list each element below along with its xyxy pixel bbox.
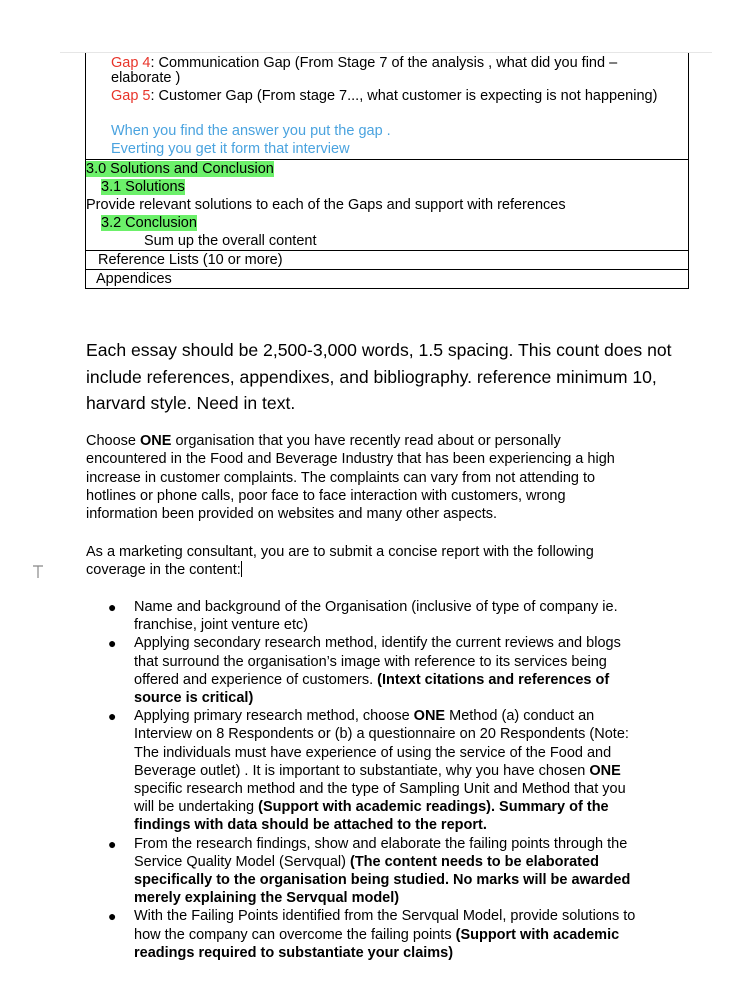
- coverage-bullet-list: [86, 598, 696, 962]
- task-line-5[interactable]: information been provided on websites and many other aspects.: [86, 506, 498, 523]
- gap5-label: Gap 5: [111, 88, 151, 104]
- task-paragraph: [86, 432, 696, 523]
- conclusion-description[interactable]: Sum up the overall content: [144, 233, 317, 249]
- gap4-line[interactable]: [111, 56, 688, 71]
- essay-requirements: [86, 337, 696, 417]
- reference-list-label[interactable]: Reference Lists (10 or more): [98, 252, 283, 268]
- bullet-dot-icon: ●: [108, 908, 117, 925]
- note-line-1[interactable]: When you find the answer you put the gap .: [111, 123, 391, 139]
- appendices-label[interactable]: Appendices: [96, 271, 172, 287]
- task-line-1[interactable]: Choose ONE organisation that you have recently read about or personally: [86, 433, 561, 449]
- task-line-4[interactable]: hotlines or phone calls, poor face to face interaction with customers, wrong: [86, 487, 566, 504]
- bullet-dot-icon: ●: [108, 635, 117, 652]
- bullet-item-4[interactable]: ● From the research findings, show and elaborate the failing points through the Service Quality Model (Servqual) (The content needs to be elaborated specifically to the organisation being studied. No marks will be awarded merely explaining the Servqual model): [108, 835, 631, 907]
- requirements-line-1[interactable]: Each essay should be 2,500-3,000 words, 1.5 spacing. This count does not: [86, 340, 672, 360]
- bullet-item-1[interactable]: ● Name and background of the Organisation (inclusive of type of company ie. franchise, joint venture etc): [108, 599, 618, 634]
- bullet-dot-icon: ●: [108, 835, 117, 852]
- text-caret: [241, 561, 242, 577]
- consultant-paragraph: [86, 543, 696, 580]
- gap4-text: : Communication Gap (From Stage 7 of the analysis , what did you find –: [150, 55, 618, 71]
- table-row-appendices: [86, 269, 688, 288]
- bullet-item-2[interactable]: ● Applying secondary research method, identify the current reviews and blogs that surround the organisation’s image with reference to its services being offered and experience of customers. (Intext citations and references of source is critical): [108, 635, 621, 707]
- bullet-item-3[interactable]: ● Applying primary research method, choose ONE Method (a) conduct an Interview on 8 Respondents or (b) a questionnaire on 20 Respondents (Note: The individuals must have experience of using the service of the Food and Beverage outlet) . It is important to substantiate, why you have chosen ONE specific research method and the type of Sampling Unit and Method that you will be undertaking (Support with academic readings). Summary of the findings with data should be attached to the report.: [108, 708, 629, 834]
- bullet-item-5[interactable]: ● With the Failing Points identified from the Servqual Model, provide solutions to how the company can overcome the failing points (Support with academic readings required to substantiate your claims): [108, 908, 636, 961]
- subsection-3-1-heading[interactable]: 3.1 Solutions: [101, 179, 185, 195]
- table-row-gaps: [86, 53, 688, 159]
- gap4-continuation[interactable]: elaborate ): [111, 70, 181, 86]
- gap5-text: : Customer Gap (From stage 7..., what customer is expecting is not happening): [150, 88, 658, 104]
- text-cursor-icon: [32, 565, 44, 579]
- requirements-line-3[interactable]: harvard style. Need in text.: [86, 393, 296, 413]
- table-row-solutions: [86, 159, 688, 250]
- solutions-description[interactable]: Provide relevant solutions to each of the Gaps and support with references: [86, 197, 566, 213]
- bullet-dot-icon: ●: [108, 708, 117, 725]
- bullet-dot-icon: ●: [108, 599, 117, 615]
- consultant-line-2[interactable]: coverage in the content:: [86, 562, 241, 579]
- task-line-3[interactable]: increase in customer complaints. The complaints can vary from not attending to: [86, 469, 596, 486]
- report-structure-table: [85, 53, 689, 289]
- requirements-line-2[interactable]: include references, appendixes, and bibliography. reference minimum 10,: [86, 366, 657, 387]
- task-line-2[interactable]: encountered in the Food and Beverage Industry that has been experiencing a high: [86, 451, 615, 468]
- note-line-2[interactable]: Everting you get it form that interview: [111, 141, 350, 157]
- gap4-label: Gap 4: [111, 55, 151, 71]
- subsection-3-2-heading[interactable]: 3.2 Conclusion: [101, 215, 197, 231]
- section-3-heading[interactable]: 3.0 Solutions and Conclusion: [86, 161, 274, 177]
- table-row-references: [86, 250, 688, 269]
- consultant-line-1[interactable]: As a marketing consultant, you are to submit a concise report with the following: [86, 544, 594, 560]
- gap5-line[interactable]: [111, 89, 688, 104]
